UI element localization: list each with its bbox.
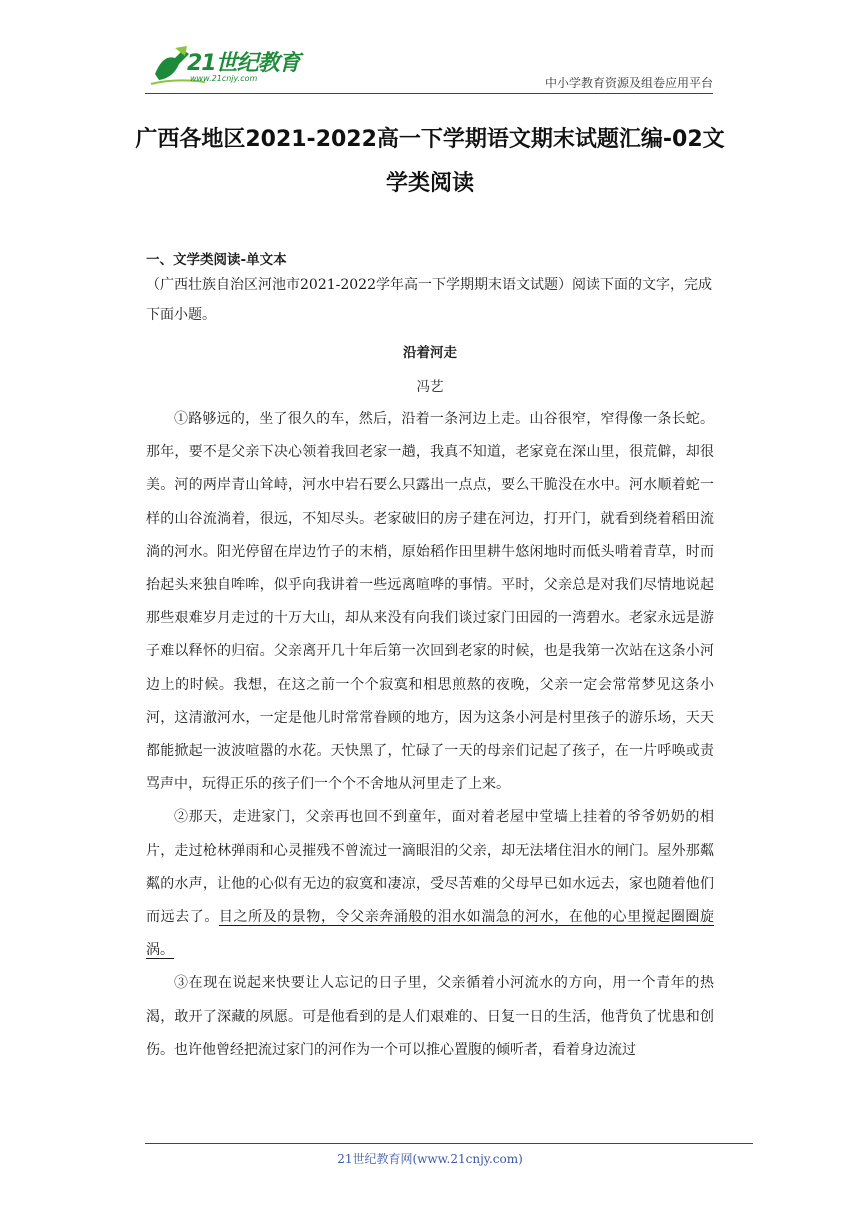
logo-url: www.21cnjy.com: [190, 74, 258, 83]
passage-body: [146, 403, 714, 1067]
page-header: [145, 40, 713, 92]
footer-divider: [145, 1143, 753, 1144]
passage-title: 沿着河走: [403, 345, 457, 361]
paragraph-3: ③在现在说起来快要让人忘记的日子里，父亲循着小河流水的方向，用一个青年的热渴，敢开了深藏的夙愿。可是他看到的是人们艰难的、日复一日的生活，他背负了忧患和创伤。也许他曾经把流过家门的河作为一个可以推心置腹的倾听者，看着身边流过: [146, 975, 714, 1058]
underlined-sentence: 目之所及的景物，令父亲奔涌般的泪水如湍急的河水，在他的心里搅起圈圈旋涡。: [146, 909, 715, 959]
logo-text: 21世纪教育: [187, 51, 300, 76]
paragraph-1: ①路够远的，坐了很久的车，然后，沿着一条河边上走。山谷很窄，窄得像一条长蛇。那年，要不是父亲下决心领着我回老家一趟，我真不知道，老家竟在深山里，很荒僻，却很美。河的两岸青山耸峙，河水中岩石要么只露出一点点，要么干脆没在水中。河水顺着蛇一样的山谷流淌着，很远，不知尽头。老家破旧的房子建在河边，打开门，就看到绕着稻田流淌的河水。阳光停留在岸边竹子的末梢，原始稻作田里耕牛悠闲地时而低头啃着青草，时而抬起头来独自哞哞，似乎向我讲着一些远离喧哗的事情。平时，父亲总是对我们尽情地说起那些艰难岁月走过的十万大山，却从来没有向我们谈过家门田园的一湾碧水。老家永远是游子难以释怀的归宿。父亲离开几十年后第一次回到老家的时候，也是我第一次站在这条小河边上的时候。我想，在这之前一个个寂寞和相思煎熬的夜晚，父亲一定会常常梦见这条小河，这清澈河水，一定是他儿时常常眷顾的地方，因为这条小河是村里孩子的游乐场，天天都能掀起一波波喧嚣的水花。天快黑了，忙碌了一天的母亲们记起了孩子，在一片呼唤或责骂声中，玩得正乐的孩子们一个个不舍地从河里走了上来。: [146, 411, 714, 793]
document-title: 广西各地区2021-2022高一下学期语文期末试题汇编-02文学类阅读: [135, 127, 725, 196]
paragraph-2: [146, 801, 714, 967]
section-heading: 一、文学类阅读-单文本: [146, 252, 287, 268]
paragraph-2-text: ②那天，走进家门，父亲再也回不到童年，面对着老屋中堂墙上挂着的爷爷奶奶的相片，走过枪林弹雨和心灵摧残不曾流过一滴眼泪的父亲，却无法堵住泪水的闸门。屋外那粼粼的水声，让他的心似有无边的寂寞和凄凉，受尽苦难的父母早已如水远去，家也随着他们而远去了。: [146, 809, 714, 926]
source-note: （广西壮族自治区河池市2021-2022学年高一下学期期末语文试题）阅读下面的文字，完成下面小题。: [146, 277, 712, 323]
passage-author: 冯艺: [416, 379, 444, 395]
platform-name: 中小学教育资源及组卷应用平台: [544, 76, 713, 90]
footer-text: 21世纪教育网(www.21cnjy.com): [337, 1152, 523, 1166]
header-divider: [145, 93, 713, 94]
